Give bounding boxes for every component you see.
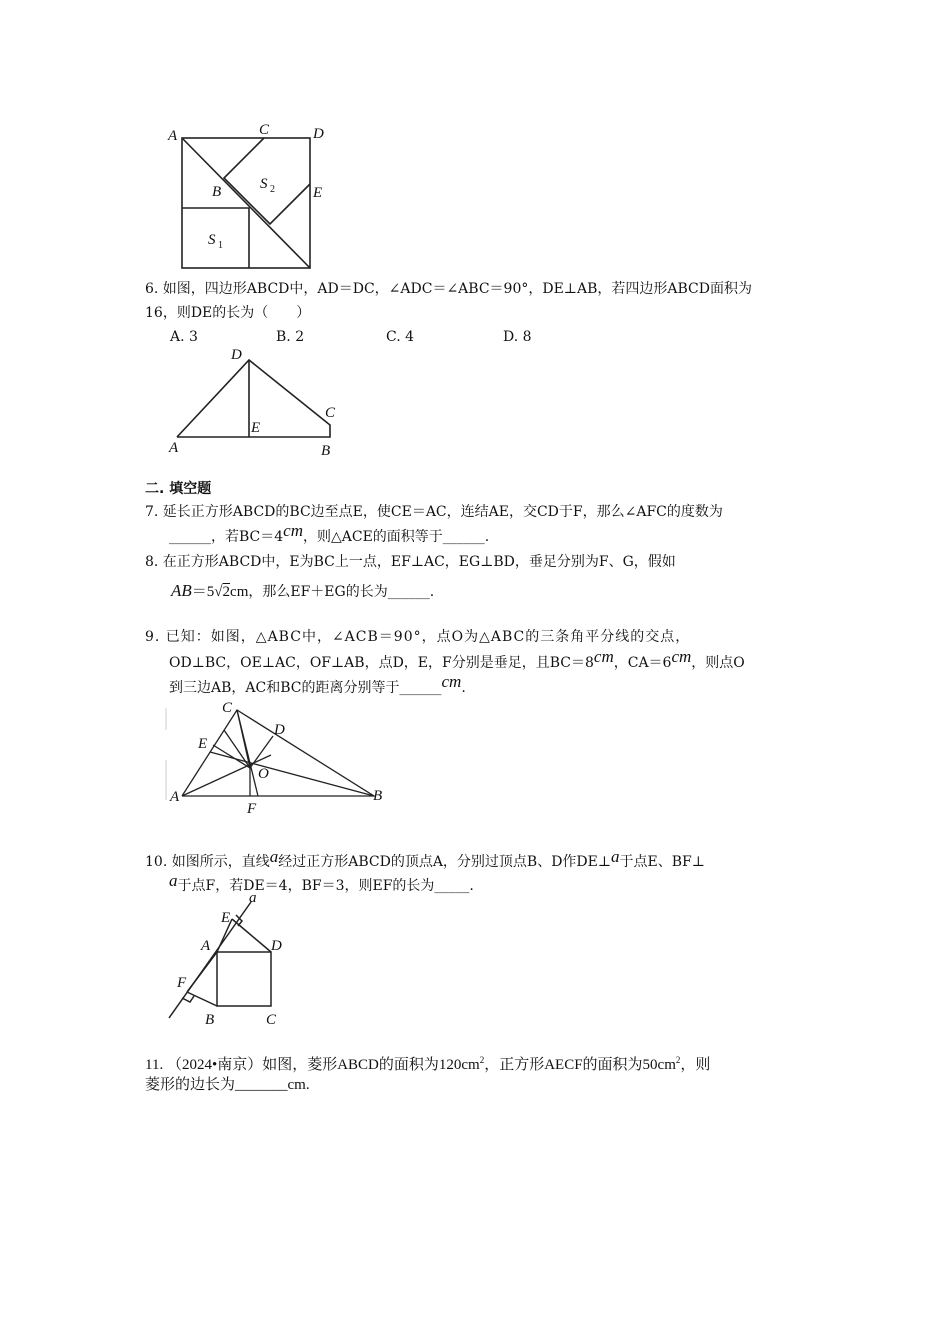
q10-text-a: 10. 如图所示，直线 <box>145 854 270 870</box>
label-F: F <box>247 801 257 817</box>
label-A: A <box>170 789 180 805</box>
q9-text-e: . <box>461 680 466 696</box>
q11-line1 <box>145 1051 710 1074</box>
q9-text-d: 到三边AB，AC和BC的距离分别等于______ <box>169 680 442 696</box>
q6-option-b: B. 2 <box>276 329 305 345</box>
label-a: a <box>249 890 257 906</box>
label-s2: S <box>260 176 268 192</box>
label-A: A <box>169 440 179 456</box>
q7-text-a: ______，若BC＝4 <box>169 529 284 545</box>
q6-option-a: A. 3 <box>170 329 198 345</box>
label-D: D <box>313 126 324 142</box>
q9-unit-3: cm <box>441 672 462 691</box>
q9-unit-1: cm <box>593 647 614 666</box>
section-title: 二. 填空题 <box>145 481 212 497</box>
q10-text-d: 于点F，若DE＝4，BF＝3，则EF的长为_____. <box>177 878 474 894</box>
label-A: A <box>168 128 178 144</box>
q10-var-a-2: a <box>611 847 620 866</box>
label-E: E <box>221 910 231 926</box>
label-B: B <box>321 443 331 459</box>
q9-line2 <box>145 647 745 672</box>
q9-unit-2: cm <box>671 647 692 666</box>
q11-text-a: 11. （2024•南京）如图，菱形ABCD的面积为120cm <box>145 1057 480 1073</box>
q7-line2 <box>145 521 490 546</box>
q8-radicand: 2 <box>222 584 231 600</box>
label-A: A <box>201 938 211 954</box>
q10-text-c: 于点E、BF⊥ <box>619 854 705 870</box>
q8-line1: 8. 在正方形ABCD中，E为BC上一点，EF⊥AC，EG⊥BD，垂足分别为F、G，假如 <box>145 554 676 570</box>
q8-line2 <box>145 582 434 601</box>
figure-q10 <box>165 890 290 1028</box>
label-C: C <box>266 1012 277 1028</box>
q9-text-b: ，CA＝6 <box>613 655 672 671</box>
figure-q5 <box>160 118 340 276</box>
label-D: D <box>271 938 282 954</box>
q8-formula-eq: ＝5 <box>191 584 215 600</box>
q8-formula-cm: cm <box>230 584 249 600</box>
label-C: C <box>222 700 233 716</box>
label-F: F <box>177 975 187 991</box>
q10-var-a-1: a <box>269 847 279 866</box>
q11-sup-1: 2 <box>479 1055 485 1065</box>
label-D: D <box>274 722 285 738</box>
q10-line1 <box>145 847 705 871</box>
q9-text-a: OD⊥BC，OE⊥AC，OF⊥AB，点D，E，F分别是垂足，且BC＝8 <box>169 655 594 671</box>
q7-line1: 7. 延长正方形ABCD的BC边至点E，使CE＝AC，连结AE，交CD于F，那么∠AFC的度数为 <box>145 504 723 520</box>
q8-formula-ab: AB <box>171 581 192 600</box>
label-C: C <box>325 405 336 421</box>
label-s1-sub: 1 <box>218 240 223 251</box>
label-C: C <box>259 122 270 138</box>
q10-var-a-3: a <box>169 871 178 890</box>
q9-line1: 9. 已知：如图，△ABC中，∠ACB＝90°，点O为△ABC的三条角平分线的交点， <box>145 629 691 645</box>
label-B: B <box>212 184 222 200</box>
label-E: E <box>313 185 323 201</box>
figure-q9 <box>160 700 395 815</box>
q11-text-c: ，则 <box>680 1057 711 1073</box>
figure-q6 <box>165 343 350 461</box>
q7-text-b: ，则△ACE的面积等于______. <box>303 529 490 545</box>
q11-sup-2: 2 <box>675 1055 681 1065</box>
q11-text-b: ，正方形AECF的面积为50cm <box>484 1057 676 1073</box>
q7-unit: cm <box>283 521 303 540</box>
label-B: B <box>205 1012 215 1028</box>
label-s2-sub: 2 <box>270 184 275 195</box>
q6-line2: 16，则DE的长为（ ） <box>145 305 311 321</box>
q6-line1: 6. 如图，四边形ABCD中，AD＝DC，∠ADC＝∠ABC＝90°，DE⊥AB，若四边形ABCD面积为 <box>145 281 752 297</box>
q6-option-d: D. 8 <box>503 329 532 345</box>
q6-option-c: C. 4 <box>386 329 415 345</box>
label-D: D <box>231 347 242 363</box>
label-s1: S <box>208 232 216 248</box>
label-E: E <box>198 736 208 752</box>
label-O: O <box>258 766 269 782</box>
q8-radical: √2 <box>214 584 231 600</box>
label-B: B <box>373 788 383 804</box>
q11-line2: 菱形的边长为_______cm. <box>145 1077 310 1093</box>
q10-text-b: 经过正方形ABCD的顶点A，分别过顶点B、D作DE⊥ <box>278 854 612 870</box>
q9-line3 <box>145 672 466 697</box>
q9-text-c: ，则点O <box>691 655 745 671</box>
label-E: E <box>251 420 261 436</box>
q8-text: ，那么EF＋EG的长为______. <box>248 584 435 600</box>
